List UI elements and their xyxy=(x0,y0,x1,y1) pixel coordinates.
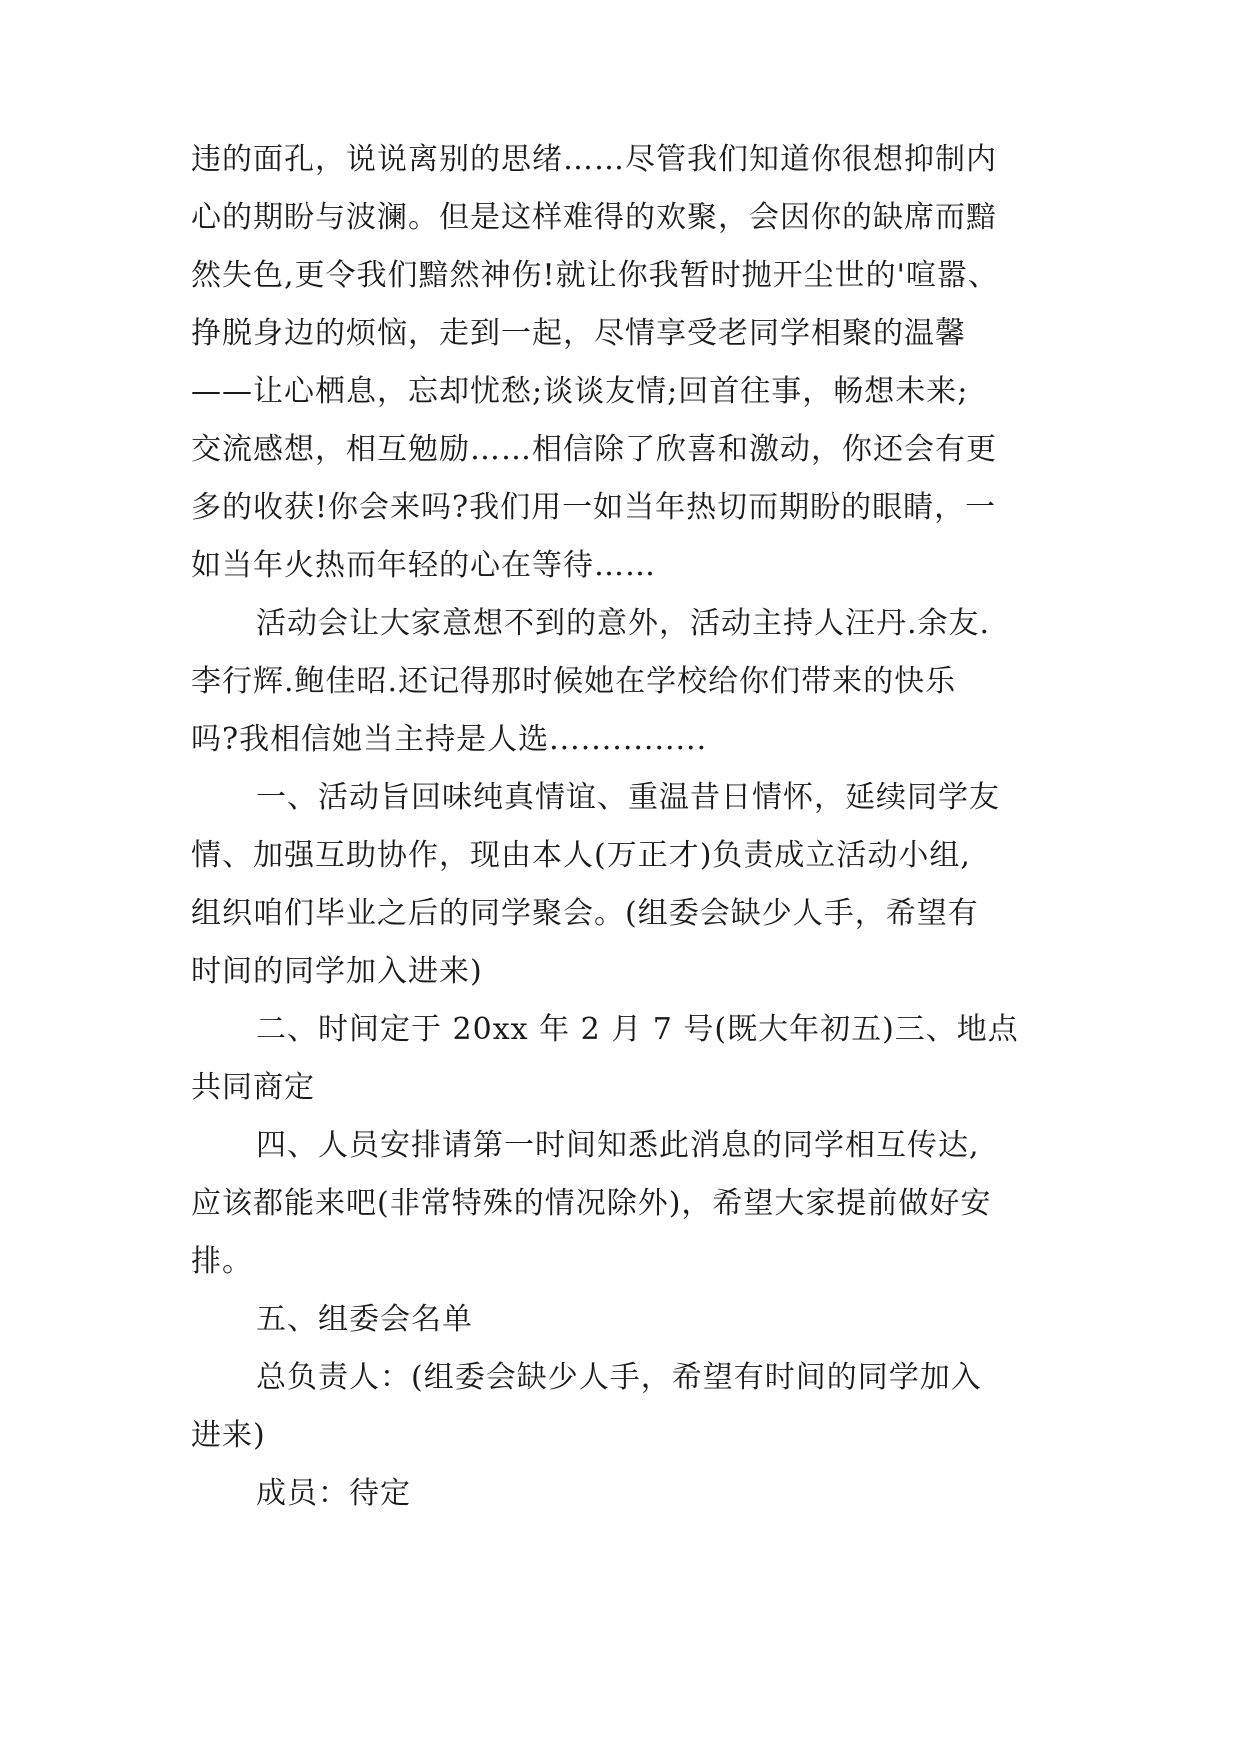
text-line: 一、活动旨回味纯真情谊、重温昔日情怀，延续同学友 xyxy=(256,780,1000,815)
text-line: 然失色,更令我们黯然神伤!就让你我暂时抛开尘世的'喧嚣、 xyxy=(191,258,999,293)
text-line: 时间的同学加入进来) xyxy=(191,954,483,989)
text-line: 违的面孔，说说离别的思绪……尽管我们知道你很想抑制内 xyxy=(191,142,997,177)
text-line: 二、时间定于 20xx 年 2 月 7 号(既大年初五)三、地点 xyxy=(256,1012,1019,1047)
text-line: 进来) xyxy=(191,1418,266,1453)
text-line: 李行辉.鲍佳昭.还记得那时候她在学校给你们带来的快乐 xyxy=(191,664,957,699)
section-heading: 五、组委会名单 xyxy=(256,1302,473,1337)
text-line: 多的收获!你会来吗?我们用一如当年热切而期盼的眼睛，一 xyxy=(191,490,997,525)
text-line: 如当年火热而年轻的心在等待…… xyxy=(191,548,656,583)
text-line: 吗?我相信她当主持是人选............... xyxy=(191,722,708,757)
text-line: 四、人员安排请第一时间知悉此消息的同学相互传达, xyxy=(256,1128,980,1163)
text-line: 共同商定 xyxy=(191,1070,315,1105)
text-line: 情、加强互助协作，现由本人(万正才)负责成立活动小组, xyxy=(191,838,971,873)
text-line: 排。 xyxy=(191,1244,253,1279)
text-line: 应该都能来吧(非常特殊的情况除外)，希望大家提前做好安 xyxy=(191,1186,992,1221)
text-line: 心的期盼与波澜。但是这样难得的欢聚，会因你的缺席而黯 xyxy=(191,200,997,235)
text-line: 活动会让大家意想不到的意外，活动主持人汪丹.余友. xyxy=(256,606,991,641)
text-line: 挣脱身边的烦恼，走到一起，尽情享受老同学相聚的温馨 xyxy=(191,316,966,351)
text-line: 成员：待定 xyxy=(256,1476,411,1511)
text-line: 交流感想，相互勉励……相信除了欣喜和激动，你还会有更 xyxy=(191,432,997,467)
text-line: ——让心栖息，忘却忧愁;谈谈友情;回首往事，畅想未来; xyxy=(191,374,969,409)
text-line: 组织咱们毕业之后的同学聚会。(组委会缺少人手，希望有 xyxy=(191,896,979,931)
text-line: 总负责人：(组委会缺少人手，希望有时间的同学加入 xyxy=(256,1360,982,1395)
